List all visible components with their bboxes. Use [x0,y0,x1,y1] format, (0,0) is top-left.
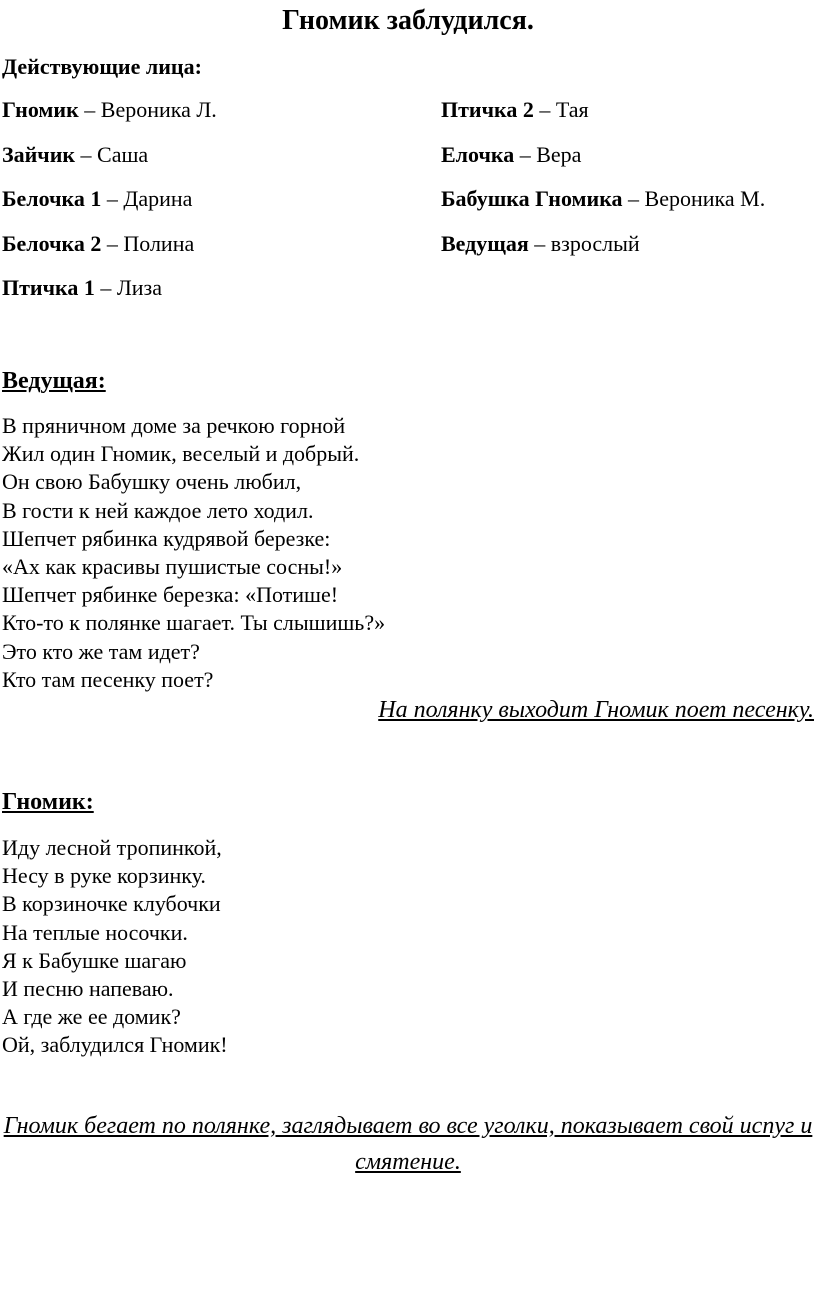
cast-role: Птичка 1 [2,275,95,300]
verse-line: На теплые носочки. [2,919,188,945]
cast-heading: Действующие лица: [2,54,202,79]
verse-line: А где же ее домик? [2,1004,181,1030]
stage-direction: Гномик бегает по полянке, заглядывает во все уголки, показывает свой испуг и смятение. [3,1113,813,1175]
cast-entry [441,140,765,185]
cast-actor: – Вероника Л. [78,97,217,122]
stage-direction: На полянку выходит Гномик поет песенку. [378,697,814,723]
verse-line: Это кто же там идет? [2,638,200,664]
verse-line: В гости к ней каждое лето ходил. [2,497,314,523]
verse-line: Несу в руке корзинку. [2,863,206,889]
cast-entry [2,95,217,140]
cast-role: Елочка [441,141,515,167]
verse-line: Иду лесной тропинкой, [2,835,222,860]
cast-role: Гномик [2,97,79,122]
verse-line: Шепчет рябинка кудрявой березке: [2,525,331,551]
cast-entry [2,229,217,274]
page-title: Гномик заблудился. [282,5,534,36]
cast-column-left [2,95,217,318]
cast-role: Белочка 1 [2,186,102,211]
verse-line: В корзиночке клубочки [2,891,221,917]
cast-actor: – Тая [533,97,589,122]
cast-entry [441,229,765,274]
cast-role: Белочка 2 [2,230,102,256]
cast-entry [2,184,217,229]
narrator-verse [2,412,385,694]
verse-line: И песню напеваю. [2,976,174,1002]
gnome-verse [2,834,228,1060]
cast-role: Птичка 2 [441,97,534,122]
verse-line: Шепчет рябинке березка: «Потише! [2,582,339,608]
cast-actor: – Вера [514,141,582,167]
cast-entry [2,140,217,185]
cast-actor: – Лиза [94,275,163,300]
cast-entry [441,95,765,140]
cast-actor: – Саша [75,141,149,167]
cast-entry [2,273,217,318]
narrator-heading: Ведущая: [2,368,106,394]
cast-entry [441,184,765,229]
verse-line: Кто там песенку поет? [2,666,214,692]
verse-line: Кто-то к полянке шагает. Ты слышишь?» [2,610,386,636]
verse-line: Он свою Бабушку очень любил, [2,469,302,495]
verse-line: Жил один Гномик, веселый и добрый. [2,441,360,467]
cast-actor: – взрослый [528,230,640,256]
verse-line: Ой, заблудился Гномик! [2,1032,228,1058]
cast-role: Зайчик [2,141,76,167]
cast-actor: – Вероника М. [622,186,766,211]
verse-line: Я к Бабушке шагаю [2,947,187,973]
cast-actor: – Дарина [101,186,193,211]
verse-line: «Ах как красивы пушистые сосны!» [2,554,343,580]
cast-role: Бабушка Гномика [441,186,623,211]
cast-column-right [441,95,765,273]
cast-actor: – Полина [101,230,195,256]
gnome-heading: Гномик: [2,789,94,815]
cast-role: Ведущая [441,230,529,256]
verse-line: В пряничном доме за речкою горной [2,413,346,438]
